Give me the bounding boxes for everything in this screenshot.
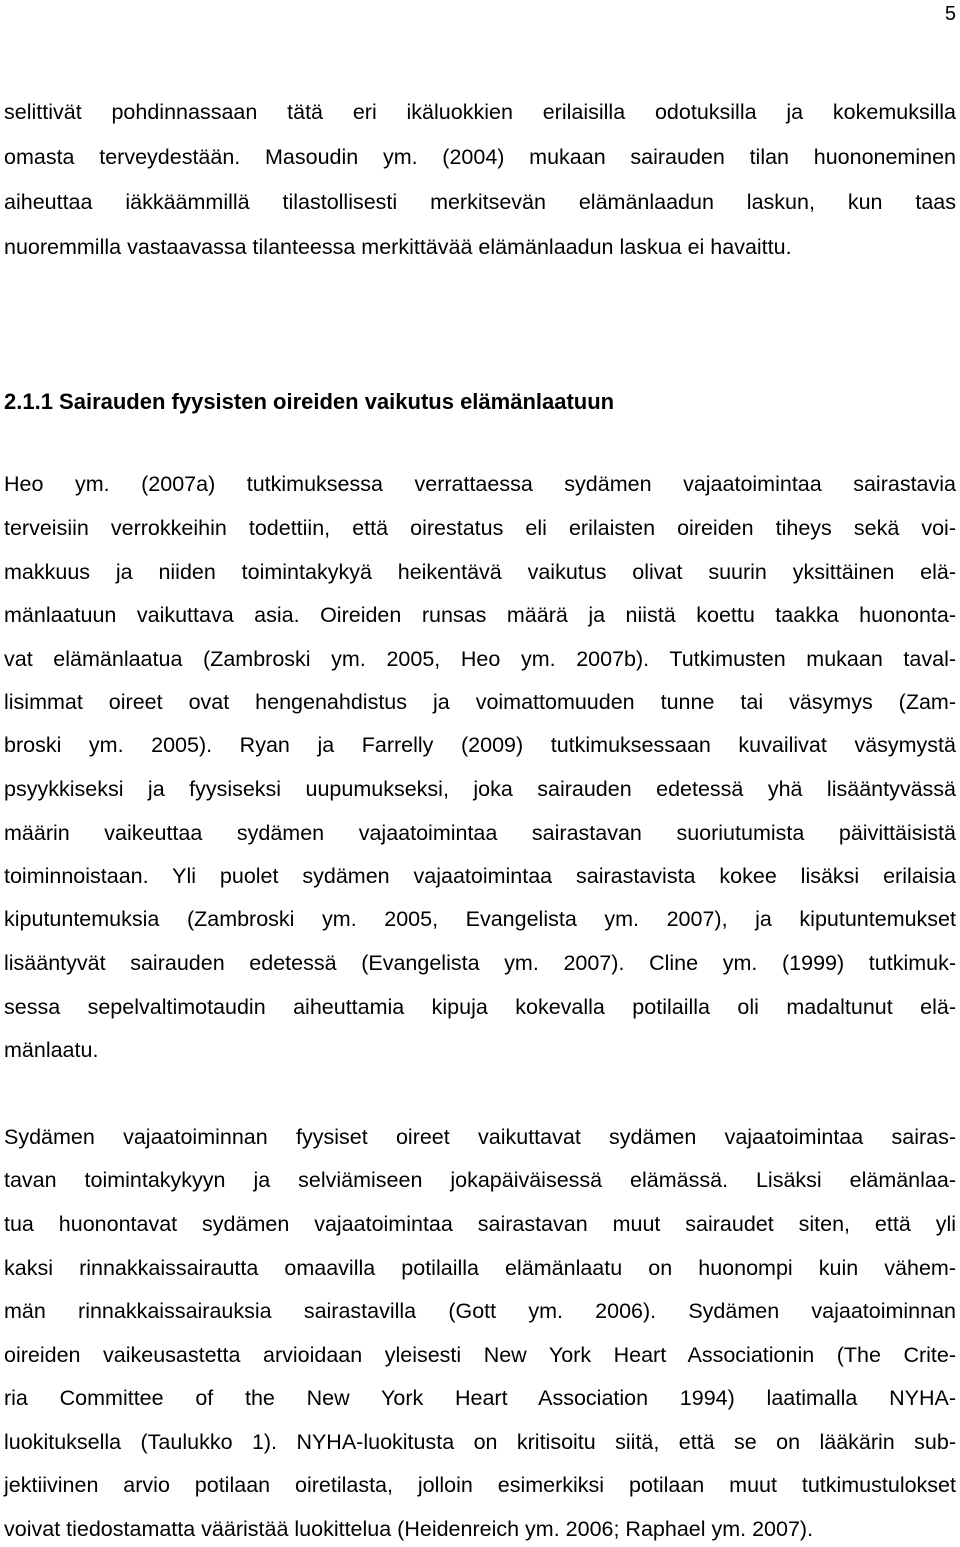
text-line: lisääntyvät sairauden edetessä (Evangelista ym. 2007). Cline ym. (1999) tutkimuk-	[4, 951, 956, 975]
text-line: vat elämänlaatua (Zambroski ym. 2005, Heo ym. 2007b). Tutkimusten mukaan taval-	[4, 647, 956, 671]
text-line: ria Committee of the New York Heart Association 1994) laatimalla NYHA-	[4, 1386, 956, 1410]
text-line: makkuus ja niiden toimintakykyä heikentävä vaikutus olivat suurin yksittäinen elä-	[4, 560, 956, 584]
text-line: psyykkiseksi ja fyysiseksi uupumukseksi, joka sairauden edetessä yhä lisääntyvässä	[4, 777, 956, 801]
text-line: jektiivinen arvio potilaan oiretilasta, jolloin esimerkiksi potilaan muut tutkimustulokset	[4, 1473, 956, 1497]
text-line: tavan toimintakykyyn ja selviämiseen jokapäiväisessä elämässä. Lisäksi elämänlaa-	[4, 1168, 956, 1192]
text-line: määrin vaikeuttaa sydämen vajaatoimintaa sairastavan suoriutumista päivittäisistä	[4, 821, 956, 845]
text-line: kiputuntemuksia (Zambroski ym. 2005, Evangelista ym. 2007), ja kiputuntemukset	[4, 907, 956, 931]
section-heading: 2.1.1 Sairauden fyysisten oireiden vaikutus elämänlaatuun	[4, 389, 615, 414]
text-line: nuoremmilla vastaavassa tilanteessa merkittävää elämänlaadun laskua ei havaittu.	[4, 235, 792, 259]
text-line: Sydämen vajaatoiminnan fyysiset oireet vaikuttavat sydämen vajaatoimintaa sairas-	[4, 1125, 956, 1149]
text-line: mänlaatuun vaikuttava asia. Oireiden runsas määrä ja niistä koettu taakka huononta-	[4, 603, 956, 627]
text-line: luokituksella (Taulukko 1). NYHA-luokitusta on kritisoitu siitä, että se on lääkärin sub-	[4, 1430, 956, 1454]
text-line: tua huonontavat sydämen vajaatoimintaa sairastavan muut sairaudet siten, että yli	[4, 1212, 956, 1236]
text-line: kaksi rinnakkaissairautta omaavilla potilailla elämänlaatu on huonompi kuin vähem-	[4, 1256, 956, 1280]
text-line: lisimmat oireet ovat hengenahdistus ja voimattomuuden tunne tai väsymys (Zam-	[4, 690, 956, 714]
text-line: selittivät pohdinnassaan tätä eri ikäluokkien erilaisilla odotuksilla ja kokemuksilla	[4, 100, 956, 124]
text-line: terveisiin verrokkeihin todettiin, että oirestatus eli erilaisten oireiden tiheys sekä voi-	[4, 516, 956, 540]
text-line: voivat tiedostamatta vääristää luokittelua (Heidenreich ym. 2006; Raphael ym. 2007).	[4, 1517, 814, 1541]
text-line: omasta terveydestään. Masoudin ym. (2004) mukaan sairauden tilan huononeminen	[4, 145, 956, 169]
text-line: mänlaatu.	[4, 1038, 99, 1062]
text-line: Heo ym. (2007a) tutkimuksessa verrattaessa sydämen vajaatoimintaa sairastavia	[4, 472, 956, 496]
text-line: män rinnakkaissairauksia sairastavilla (Gott ym. 2006). Sydämen vajaatoiminnan	[4, 1299, 956, 1323]
text-line: toiminnoistaan. Yli puolet sydämen vajaatoimintaa sairastavista kokee lisäksi erilaisia	[4, 864, 956, 888]
text-line: oireiden vaikeusastetta arvioidaan yleisesti New York Heart Associationin (The Crite-	[4, 1343, 956, 1367]
text-line: broski ym. 2005). Ryan ja Farrelly (2009) tutkimuksessaan kuvailivat väsymystä	[4, 733, 956, 757]
text-line: aiheuttaa iäkkäämmillä tilastollisesti merkitsevän elämänlaadun laskun, kun taas	[4, 190, 956, 214]
page-number: 5	[944, 3, 956, 25]
text-line: sessa sepelvaltimotaudin aiheuttamia kipuja kokevalla potilailla oli madaltunut elä-	[4, 995, 956, 1019]
